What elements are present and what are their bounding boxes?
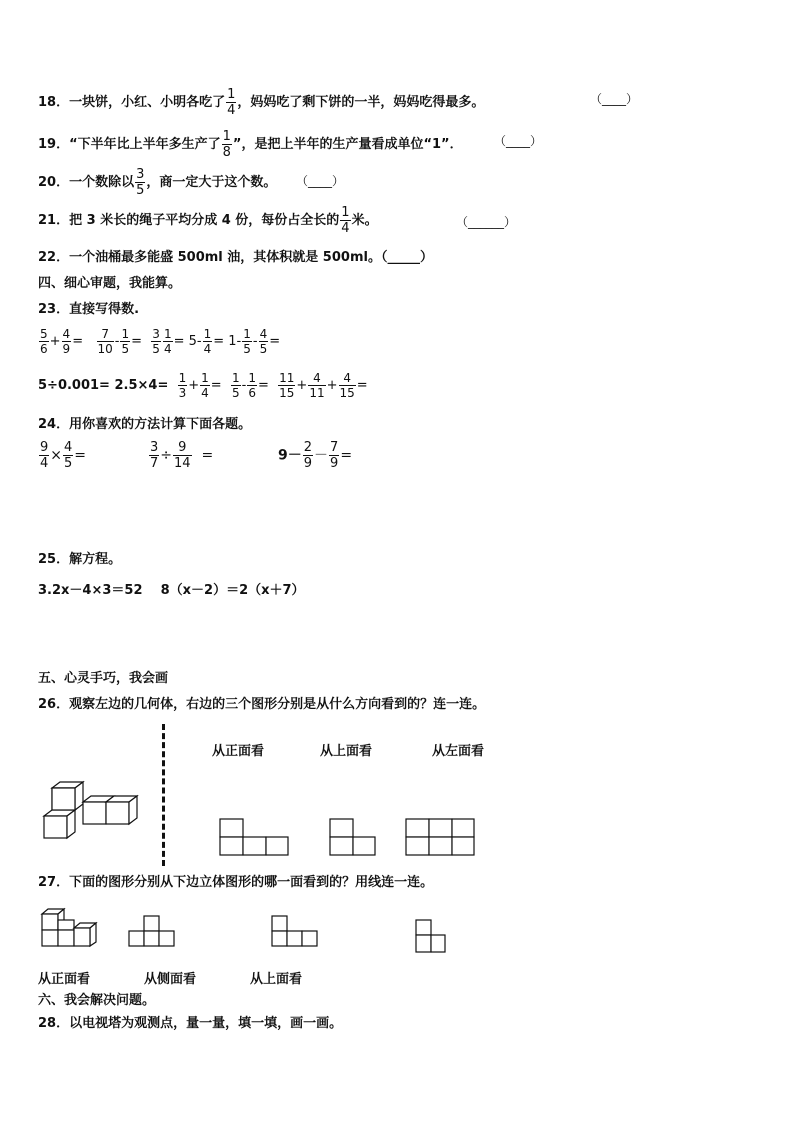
fraction: $\frac{1}{4}$ bbox=[227, 87, 236, 118]
question-22 bbox=[38, 251, 433, 264]
fraction: $\frac{1}{4}$ bbox=[341, 205, 350, 236]
question-text: ，妈妈吃了剩下饼的一半，妈妈吃得最多。 bbox=[237, 95, 485, 110]
question-number: 27． bbox=[38, 875, 70, 890]
question-number: 23． bbox=[38, 302, 70, 317]
question-text: 下面的图形分别从下边立体图形的哪一面看到的？用线连一连。 bbox=[69, 875, 434, 890]
question-number: 24． bbox=[38, 417, 70, 432]
question-20 bbox=[38, 168, 276, 197]
view-label-top: 从上面看 bbox=[250, 972, 303, 987]
question-number: 20． bbox=[38, 175, 70, 190]
question-19 bbox=[38, 130, 463, 159]
question-text: 直接写得数. bbox=[69, 302, 140, 317]
equations-row bbox=[38, 584, 305, 597]
expr: $\frac{7}{10}$ - $\frac{1}{5}$ = bbox=[97, 327, 143, 356]
view-shape-b[interactable] bbox=[270, 914, 320, 950]
expr: $\frac{3}{5}$ $\frac{1}{4}$ = bbox=[152, 327, 185, 356]
question-21 bbox=[38, 206, 378, 235]
divider-dashed-line bbox=[162, 724, 165, 866]
answer-blank[interactable]: （____） bbox=[590, 92, 639, 106]
question-text: ，商一定大于这个数。 bbox=[146, 175, 277, 190]
fraction: $\frac{3}{5}$ bbox=[136, 167, 145, 198]
question-number: 25． bbox=[38, 552, 70, 567]
question-number: 22． bbox=[38, 250, 70, 265]
section-6-heading: 六、我会解决问题。 bbox=[38, 993, 156, 1008]
question-number: 21． bbox=[38, 213, 70, 228]
view-label-left: 从左面看 bbox=[432, 744, 485, 759]
question-text: 观察左边的几何体，右边的三个图形分别是从什么方向看到的？连一连。 bbox=[69, 697, 486, 712]
cube bbox=[44, 810, 75, 838]
3d-cube-solid[interactable] bbox=[40, 780, 144, 840]
equation-1: 3.2x－4×3＝52 bbox=[38, 583, 143, 598]
calc-expr-3: 9－ $\frac{2}{9}$ － $\frac{7}{9}$ = bbox=[278, 440, 353, 471]
cube bbox=[52, 788, 75, 810]
answer-blank[interactable]: （____） bbox=[494, 134, 543, 148]
question-24-title bbox=[38, 418, 251, 431]
calc-expr-1: $\frac{9}{4}$ × $\frac{4}{5}$ = bbox=[40, 440, 87, 471]
calc-expr-2: $\frac{3}{7}$ ÷ $\frac{9}{14}$ = bbox=[150, 440, 214, 471]
question-text: 米。 bbox=[351, 213, 378, 228]
expr: 5- $\frac{1}{4}$ = bbox=[188, 327, 225, 356]
question-text: “下半年比上半年多生产了 bbox=[69, 137, 221, 152]
question-number: 19． bbox=[38, 137, 70, 152]
question-18 bbox=[38, 88, 484, 117]
section-5-heading: 五、心灵手巧，我会画 bbox=[38, 671, 169, 686]
expr: $\frac{5}{6}$ + $\frac{4}{9}$ = bbox=[40, 327, 84, 356]
cube bbox=[106, 796, 137, 824]
equation-2: 8（x－2）＝2（x＋7） bbox=[160, 583, 305, 598]
expr: $\frac{1}{3}$ + $\frac{1}{4}$ = bbox=[178, 371, 222, 400]
question-number: 28． bbox=[38, 1016, 70, 1031]
question-text: 用你喜欢的方法计算下面各题。 bbox=[69, 417, 252, 432]
expr: $\frac{11}{15}$ + $\frac{4}{11}$ + $\frac{4}{15}$ = bbox=[279, 371, 368, 400]
expr: 5÷0.001= 2.5×4= bbox=[38, 378, 169, 393]
answer-blank[interactable]: （_____） bbox=[380, 250, 433, 265]
question-text: 把 3 米长的绳子平均分成 4 份，每份占全长的 bbox=[69, 213, 340, 228]
question-number: 18． bbox=[38, 95, 70, 110]
view-shape-2[interactable] bbox=[328, 817, 378, 857]
question-text: 解方程。 bbox=[69, 552, 122, 567]
3d-solid-small[interactable] bbox=[38, 906, 102, 950]
answer-blank[interactable]: （______） bbox=[456, 215, 517, 229]
view-label-top: 从上面看 bbox=[320, 744, 373, 759]
answer-blank[interactable]: （____） bbox=[296, 174, 345, 188]
fraction: $\frac{1}{8}$ bbox=[222, 129, 231, 160]
mental-math-row-2 bbox=[38, 372, 368, 399]
section-4-heading: 四、细心审题，我能算。 bbox=[38, 276, 182, 291]
question-number: 26． bbox=[38, 697, 70, 712]
question-28-title bbox=[38, 1017, 342, 1030]
question-26-title bbox=[38, 698, 485, 711]
expr: 1- $\frac{1}{5}$ - $\frac{4}{5}$ = bbox=[228, 327, 281, 356]
mental-math-row-1 bbox=[38, 328, 280, 355]
view-shape-1[interactable] bbox=[218, 817, 290, 857]
question-text: 一块饼，小红、小明各吃了 bbox=[69, 95, 226, 110]
view-shape-a[interactable] bbox=[128, 914, 176, 950]
question-text: 一个数除以 bbox=[69, 175, 135, 190]
view-label-front: 从正面看 bbox=[212, 744, 265, 759]
question-27-title bbox=[38, 876, 433, 889]
question-23-title bbox=[38, 303, 139, 316]
view-shape-c[interactable] bbox=[414, 918, 448, 956]
view-shape-3[interactable] bbox=[404, 817, 476, 857]
question-text: 以电视塔为观测点，量一量，填一填，画一画。 bbox=[69, 1016, 343, 1031]
view-label-front: 从正面看 bbox=[38, 972, 91, 987]
expr: $\frac{1}{5}$ - $\frac{1}{6}$ = bbox=[231, 371, 269, 400]
question-text: ”，是把上半年的生产量看成单位“1”． bbox=[232, 137, 463, 152]
view-label-side: 从侧面看 bbox=[144, 972, 197, 987]
question-25-title bbox=[38, 553, 121, 566]
question-text: 一个油桶最多能盛 500ml 油，其体积就是 500ml。 bbox=[69, 250, 381, 265]
